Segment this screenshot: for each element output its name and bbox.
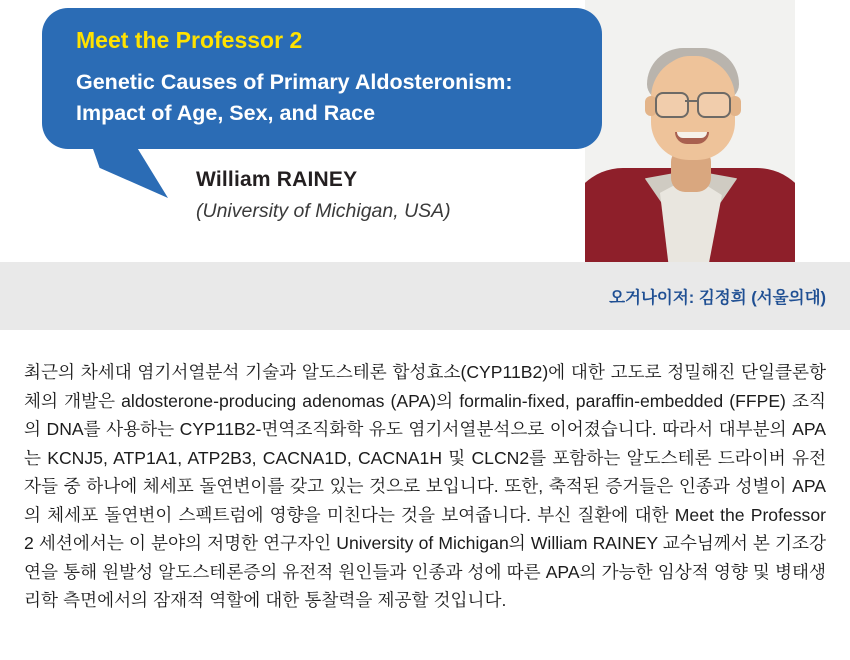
speaker-name: William RAINEY <box>196 168 358 191</box>
portrait-glasses-bridge <box>685 100 697 102</box>
speaker-affiliation: (University of Michigan, USA) <box>196 200 451 222</box>
speaker-photo <box>585 0 795 262</box>
portrait-teeth <box>677 132 707 138</box>
hero-section <box>0 0 850 262</box>
session-label: Meet the Professor 2 <box>76 27 303 53</box>
abstract-text: 최근의 차세대 염기서열분석 기술과 알도스테론 합성효소(CYP11B2)에 대한 고도로 정밀해진 단일클론항체의 개발은 aldosterone-producing adenomas (APA)의 formalin-fixed, paraffin-embedded (FFPE) 조직의 DNA를 사용하는 CYP11B2-면역조직화학 유도 염기서열분석으로 이어졌습니다. 따라서 대부분의 APA는 KCNJ5, ATP1A1, ATP2B3, CACNA1D, CACNA1H 및 CLCN2를 포함하는 알도스테론 드라이버 유전자들 중 하나에 체세포 돌연변이를 갖고 있는 것으로 보입니다. 또한, 축적된 증거들은 인종과 성별이 APA의 체세포 돌연변이 스펙트럼에 영향을 미친다는 것을 보여줍니다. 부신 질환에 대한 Meet the Professor 2 세션에서는 이 분야의 저명한 연구자인 University of Michigan의 William RAINEY 교수님께서 본 기조강연을 통해 원발성 알도스테론증의 유전적 원인들과 인종과 성에 따른 APA의 가능한 임상적 영향 및 병태생리학 측면에서의 잠재적 역할에 대한 통찰력을 제공할 것입니다. <box>24 362 826 610</box>
speaker-portrait-image <box>585 0 795 262</box>
session-title: Genetic Causes of Primary Aldosteronism: Impact of Age, Sex, and Race <box>76 69 513 125</box>
organizer-text: 오거나이저: 김정희 (서울의대) <box>609 289 826 307</box>
portrait-glasses-left-lens <box>655 92 689 118</box>
speech-bubble <box>42 8 602 149</box>
portrait-glasses-right-lens <box>697 92 731 118</box>
speech-bubble-tail <box>92 146 168 198</box>
organizer-band <box>0 262 850 330</box>
abstract-section <box>0 330 850 615</box>
